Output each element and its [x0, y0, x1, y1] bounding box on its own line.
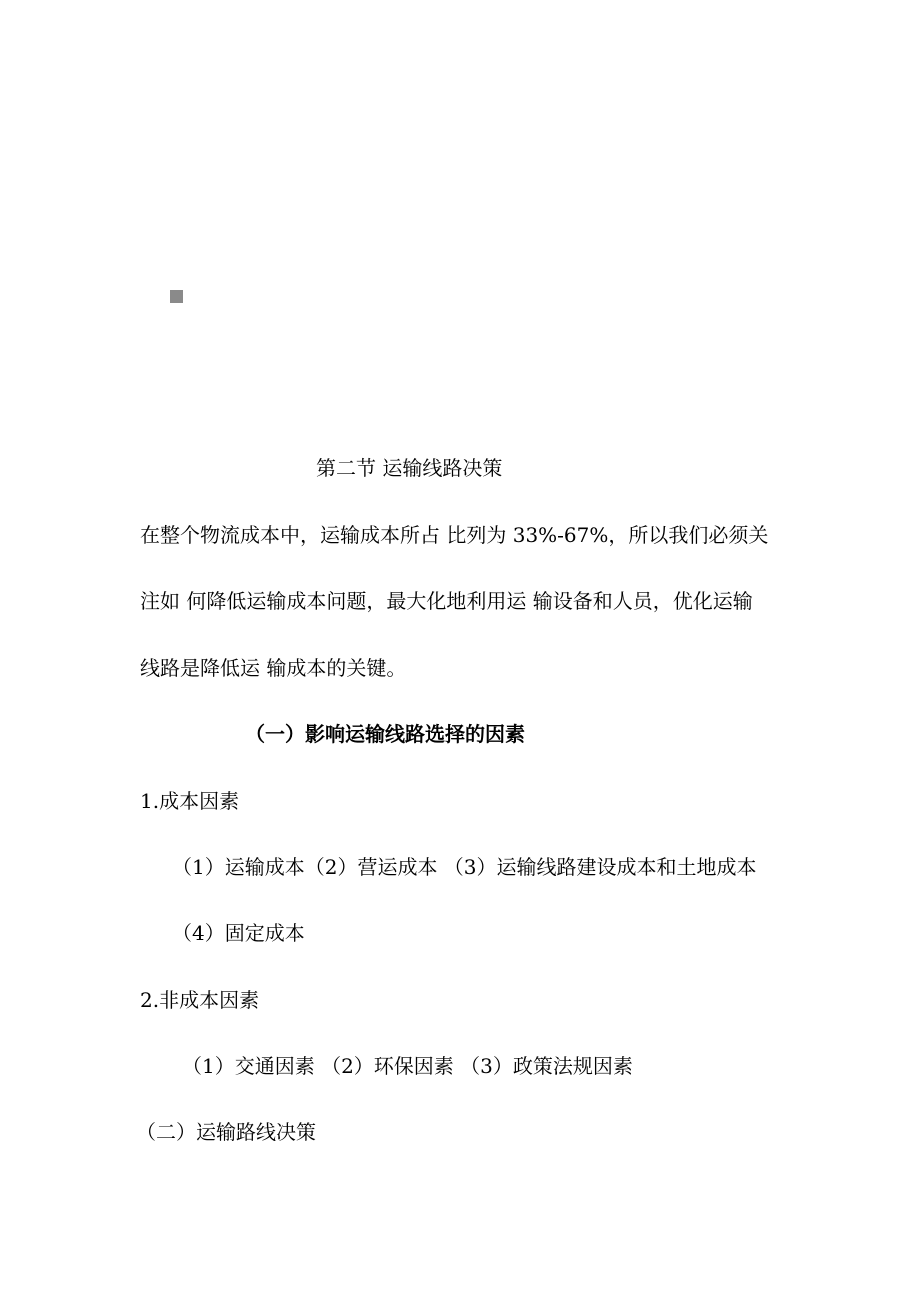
cost-factors-items-1: （1）运输成本（2）营运成本 （3）运输线路建设成本和土地成本	[172, 855, 757, 879]
section-title: 第二节 运输线路决策	[316, 456, 503, 480]
cost-factors-items-2: （4）固定成本	[172, 921, 305, 945]
non-cost-factors-items: （1）交通因素 （2）环保因素 （3）政策法规因素	[182, 1054, 633, 1078]
heading-factors: （一）影响运输线路选择的因素	[245, 722, 525, 746]
square-bullet-icon	[170, 290, 183, 303]
intro-line-2: 注如 何降低运输成本问题，最大化地利用运 输设备和人员，优化运输	[140, 589, 753, 613]
heading-route-decision: （二）运输路线决策	[136, 1120, 316, 1144]
cost-factors-title: 1.成本因素	[140, 789, 240, 813]
non-cost-factors-title: 2.非成本因素	[140, 988, 260, 1012]
intro-line-1: 在整个物流成本中，运输成本所占 比列为 33%-67%，所以我们必须关	[140, 523, 769, 547]
intro-line-3: 线路是降低运 输成本的关键。	[140, 656, 407, 680]
